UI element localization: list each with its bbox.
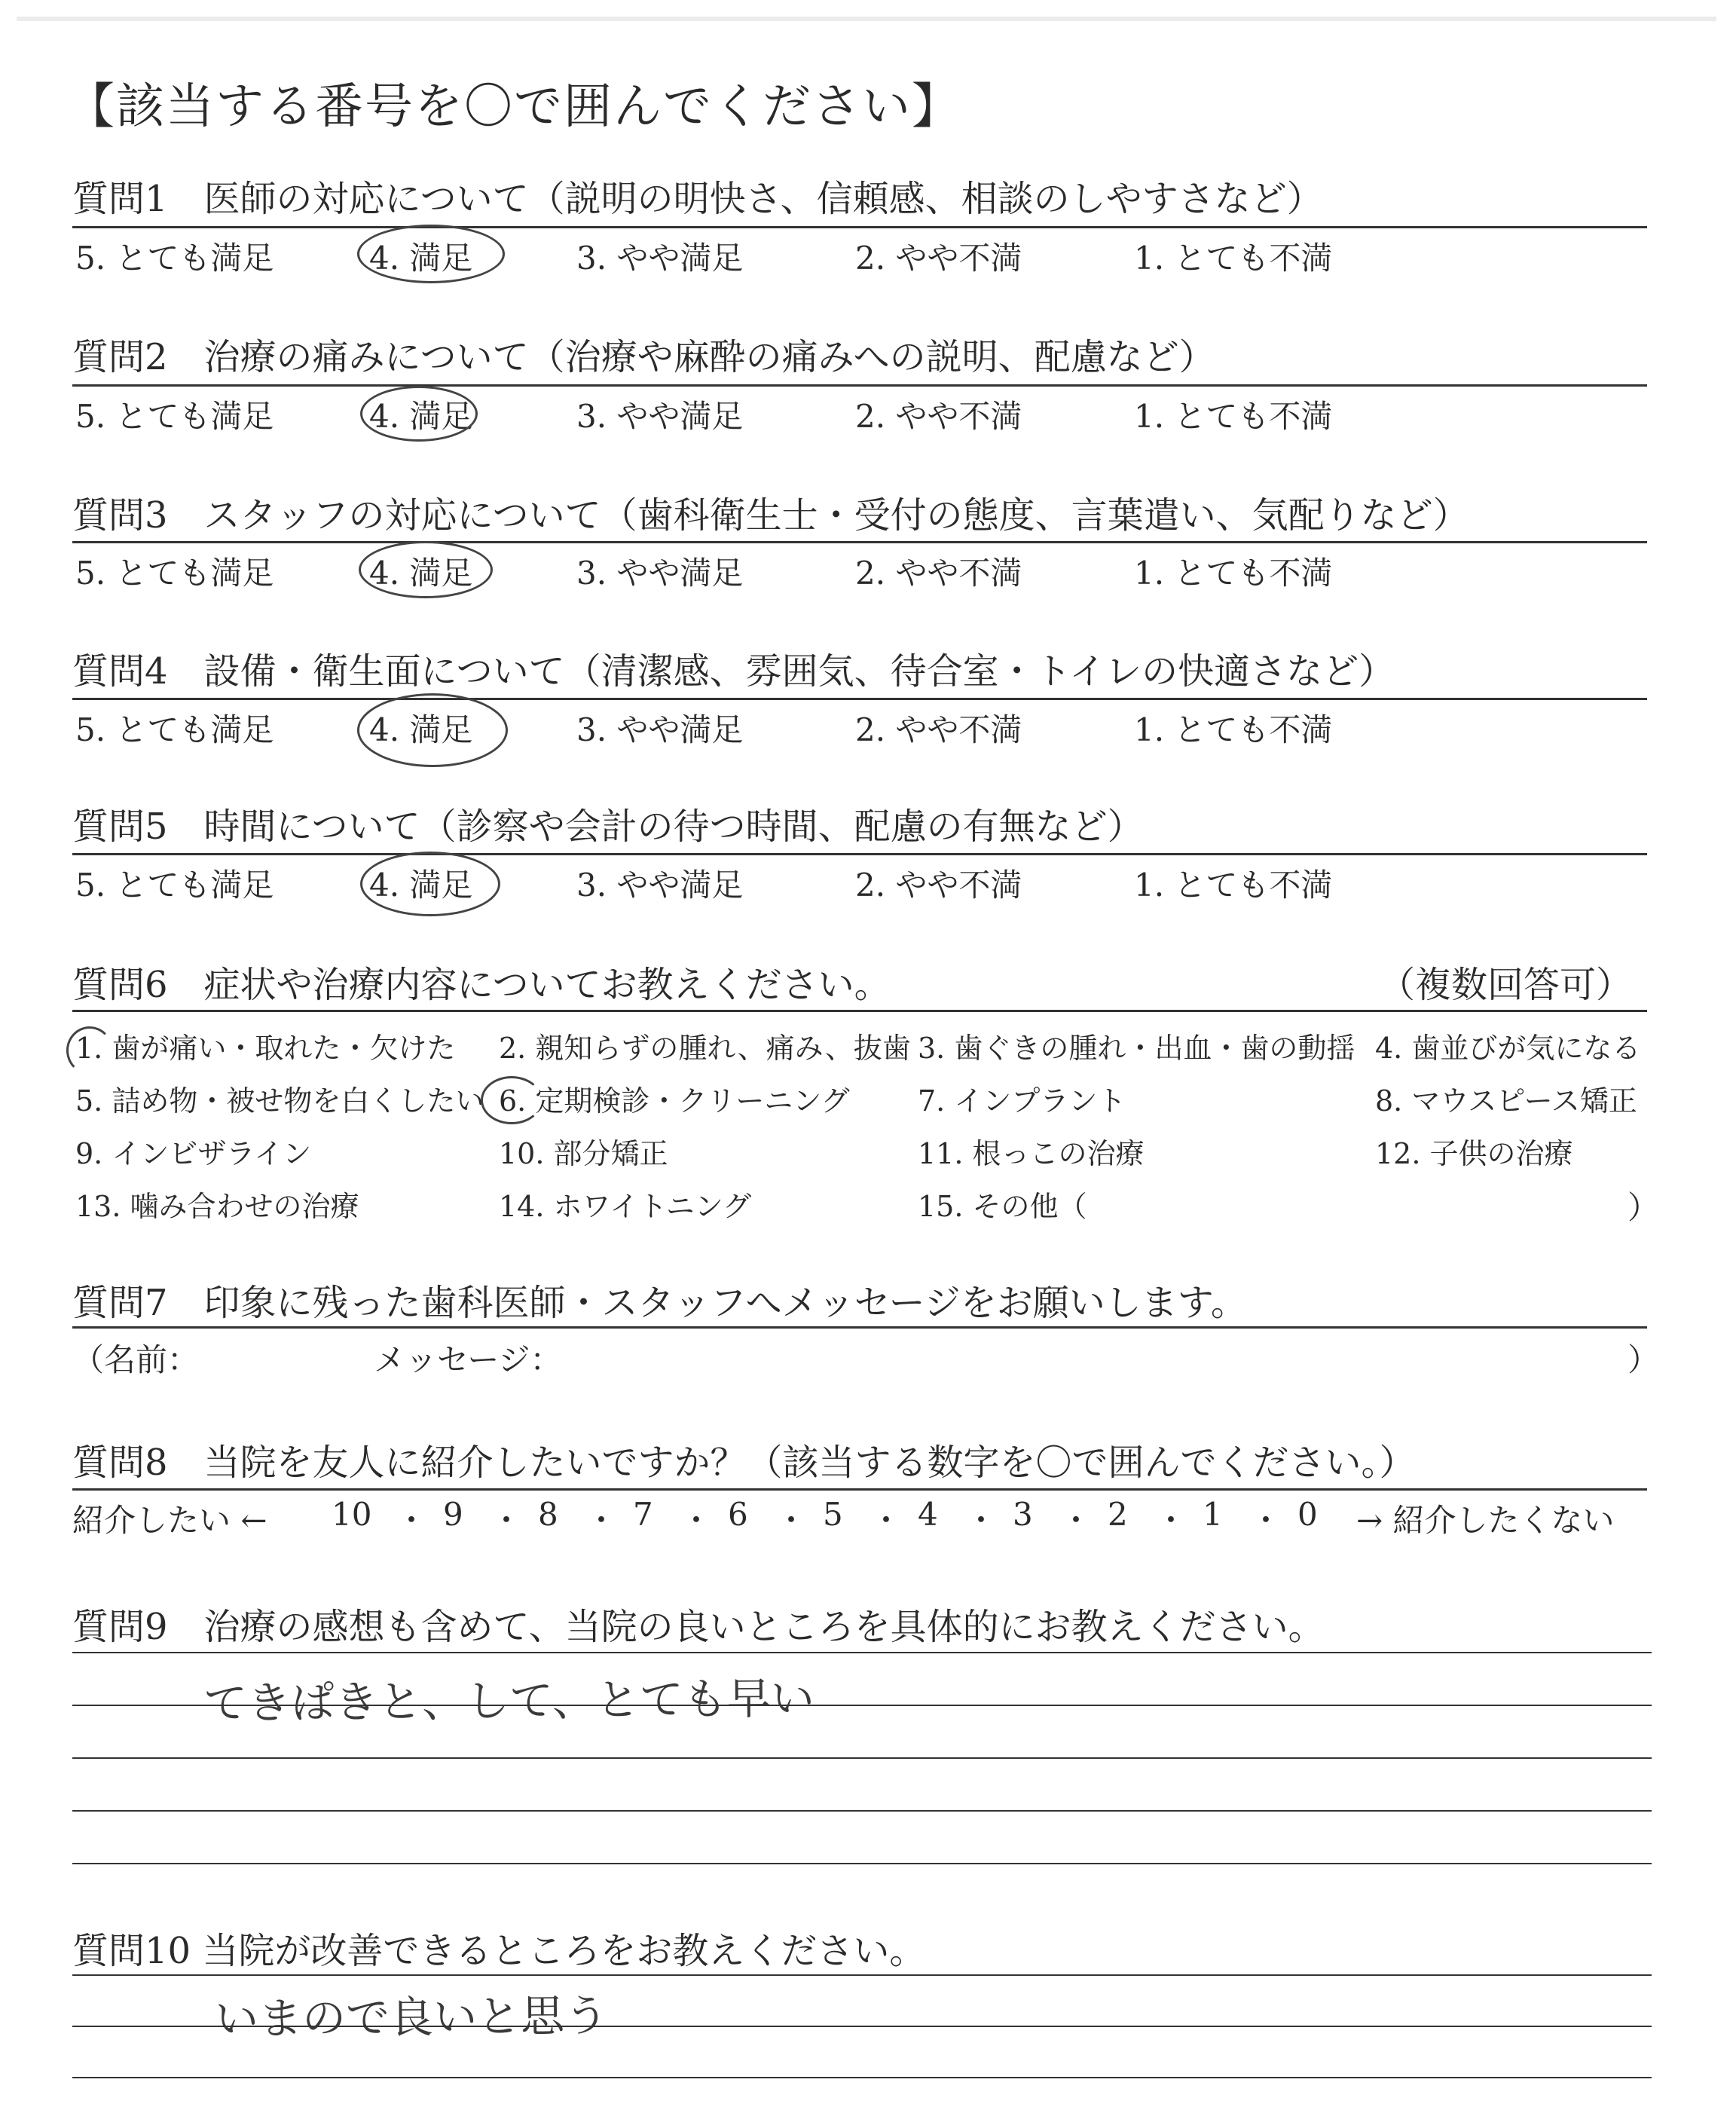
q6-option-8[interactable]: 8. マウスピース矯正 xyxy=(1375,1084,1637,1118)
q8-separator: ・ xyxy=(585,1502,618,1539)
q9-answer-line xyxy=(72,1810,1652,1812)
q2-option-2[interactable]: 2. やや不満 xyxy=(855,398,1022,435)
question-1-rule xyxy=(72,226,1647,228)
q1-option-5[interactable]: 5. とても満足 xyxy=(75,240,274,277)
question-4-rule xyxy=(72,698,1647,700)
q6-option-2[interactable]: 2. 親知らずの腫れ、痛み、抜歯 xyxy=(499,1032,911,1065)
q10-handwritten-answer[interactable]: いまので良いと思う xyxy=(214,1989,609,2045)
q8-separator: ・ xyxy=(1155,1502,1187,1539)
q3-option-4[interactable]: 4. 満足 xyxy=(369,555,473,592)
q2-option-4[interactable]: 4. 満足 xyxy=(369,398,473,435)
q8-separator: ・ xyxy=(680,1502,713,1539)
q6-option-1-selected-circle xyxy=(66,1026,113,1075)
q8-score-0[interactable]: 0 xyxy=(1297,1496,1318,1533)
q8-separator: ・ xyxy=(1250,1502,1282,1539)
q6-option-15[interactable]: 15. その他（ xyxy=(918,1190,1087,1223)
q8-score-4[interactable]: 4 xyxy=(918,1496,938,1533)
q4-option-1[interactable]: 1. とても不満 xyxy=(1134,711,1333,748)
question-2-heading: 質問2 治療の痛みについて（治療や麻酔の痛みへの説明、配慮など） xyxy=(72,336,1215,378)
q8-separator: ・ xyxy=(491,1502,523,1539)
q6-option-14[interactable]: 14. ホワイトニング xyxy=(499,1190,752,1223)
q6-option-3[interactable]: 3. 歯ぐきの腫れ・出血・歯の動揺 xyxy=(918,1032,1355,1065)
q5-selected-circle xyxy=(360,852,500,916)
page-title: 【該当する番号を〇で囲んでください】 xyxy=(66,79,961,135)
q4-option-4[interactable]: 4. 満足 xyxy=(369,711,473,748)
q8-score-7[interactable]: 7 xyxy=(633,1496,653,1533)
question-4-heading: 質問4 設備・衛生面について（清潔感、雰囲気、待合室・トイレの快適さなど） xyxy=(72,650,1395,693)
question-3-rule xyxy=(72,541,1647,543)
question-5-heading: 質問5 時間について（診察や会計の待つ時間、配慮の有無など） xyxy=(72,806,1144,848)
q9-answer-line xyxy=(72,1705,1652,1706)
question-3-heading: 質問3 スタッフの対応について（歯科衛生士・受付の態度、言葉遣い、気配りなど） xyxy=(72,494,1469,537)
question-9-heading: 質問9 治療の感想も含めて、当院の良いところを具体的にお教えください。 xyxy=(72,1606,1325,1648)
q7-name-label: （名前： xyxy=(72,1341,200,1378)
q8-score-5[interactable]: 5 xyxy=(823,1496,843,1533)
question-6-rule xyxy=(72,1010,1647,1012)
q2-option-3[interactable]: 3. やや満足 xyxy=(576,398,744,435)
q5-option-2[interactable]: 2. やや不満 xyxy=(855,867,1022,904)
q1-option-3[interactable]: 3. やや満足 xyxy=(576,240,744,277)
q8-score-2[interactable]: 2 xyxy=(1108,1496,1128,1533)
q1-option-1[interactable]: 1. とても不満 xyxy=(1134,240,1333,277)
q6-option-10[interactable]: 10. 部分矯正 xyxy=(499,1137,668,1170)
q6-option-13[interactable]: 13. 噛み合わせの治療 xyxy=(75,1190,359,1223)
q6-option-5[interactable]: 5. 詰め物・被せ物を白くしたい xyxy=(75,1084,484,1118)
q3-option-1[interactable]: 1. とても不満 xyxy=(1134,555,1333,592)
q8-right-label: → 紹介したくない xyxy=(1356,1502,1615,1539)
q5-option-1[interactable]: 1. とても不満 xyxy=(1134,867,1333,904)
q7-message-label: メッセージ： xyxy=(374,1341,562,1378)
q8-score-1[interactable]: 1 xyxy=(1203,1496,1223,1533)
q1-option-2[interactable]: 2. やや不満 xyxy=(855,240,1022,277)
q10-answer-line xyxy=(72,2077,1652,2078)
question-8-rule xyxy=(72,1488,1647,1491)
question-8-heading: 質問8 当院を友人に紹介したいですか？（該当する数字を〇で囲んでください。） xyxy=(72,1442,1416,1484)
q4-option-2[interactable]: 2. やや不満 xyxy=(855,711,1022,748)
q2-option-1[interactable]: 1. とても不満 xyxy=(1134,398,1333,435)
q6-other-close-paren: ） xyxy=(1628,1189,1660,1226)
question-7-heading: 質問7 印象に残った歯科医師・スタッフへメッセージをお願いします。 xyxy=(72,1282,1247,1324)
q1-option-4[interactable]: 4. 満足 xyxy=(369,240,473,277)
q6-option-9[interactable]: 9. インビザライン xyxy=(75,1137,312,1170)
q10-answer-line xyxy=(72,1974,1652,1976)
q8-separator: ・ xyxy=(965,1502,998,1539)
q10-answer-line xyxy=(72,2026,1652,2027)
q3-selected-circle xyxy=(359,541,493,598)
q9-answer-line xyxy=(72,1863,1652,1864)
q2-selected-circle xyxy=(360,386,478,442)
question-7-rule xyxy=(72,1326,1647,1329)
q7-close-paren: ） xyxy=(1628,1341,1660,1378)
question-2-rule xyxy=(72,384,1647,387)
q3-option-3[interactable]: 3. やや満足 xyxy=(576,555,744,592)
q8-score-6[interactable]: 6 xyxy=(728,1496,748,1533)
q8-score-3[interactable]: 3 xyxy=(1013,1496,1033,1533)
q6-option-11[interactable]: 11. 根っこの治療 xyxy=(918,1137,1145,1170)
q6-option-6[interactable]: 6. 定期検診・クリーニング xyxy=(499,1084,850,1118)
q6-option-4[interactable]: 4. 歯並びが気になる xyxy=(1375,1032,1641,1065)
q3-option-5[interactable]: 5. とても満足 xyxy=(75,555,274,592)
q6-option-7[interactable]: 7. インプラント xyxy=(918,1084,1126,1118)
page-top-border xyxy=(17,17,1716,21)
question-10-heading: 質問10 当院が改善できるところをお教えください。 xyxy=(72,1930,926,1972)
q8-separator: ・ xyxy=(870,1502,903,1539)
q9-handwritten-answer[interactable]: てきぱきと、して、とても早い xyxy=(203,1672,815,1729)
q6-option-12[interactable]: 12. 子供の治療 xyxy=(1375,1137,1573,1170)
q5-option-3[interactable]: 3. やや満足 xyxy=(576,867,744,904)
q8-left-label: 紹介したい ← xyxy=(72,1502,267,1539)
q4-option-5[interactable]: 5. とても満足 xyxy=(75,711,274,748)
question-6-heading: 質問6 症状や治療内容についてお教えください。 xyxy=(72,964,891,1006)
q8-separator: ・ xyxy=(775,1502,808,1539)
q8-score-10[interactable]: 10 xyxy=(332,1496,372,1533)
q8-separator: ・ xyxy=(396,1502,428,1539)
q2-option-5[interactable]: 5. とても満足 xyxy=(75,398,274,435)
q5-option-5[interactable]: 5. とても満足 xyxy=(75,867,274,904)
q6-option-6-selected-circle xyxy=(481,1076,542,1124)
q5-option-4[interactable]: 4. 満足 xyxy=(369,867,473,904)
q4-option-3[interactable]: 3. やや満足 xyxy=(576,711,744,748)
question-5-rule xyxy=(72,853,1647,855)
q6-option-1[interactable]: 1. 歯が痛い・取れた・欠けた xyxy=(75,1032,456,1065)
q3-option-2[interactable]: 2. やや不満 xyxy=(855,555,1022,592)
question-6-multiple-note: （複数回答可） xyxy=(1379,964,1633,1006)
q9-answer-line xyxy=(72,1757,1652,1759)
q8-score-9[interactable]: 9 xyxy=(443,1496,463,1533)
q8-score-8[interactable]: 8 xyxy=(538,1496,558,1533)
q9-answer-line xyxy=(72,1652,1652,1653)
q4-selected-circle xyxy=(357,693,508,767)
q8-separator: ・ xyxy=(1060,1502,1093,1539)
question-1-heading: 質問1 医師の対応について（説明の明快さ、信頼感、相談のしやすさなど） xyxy=(72,178,1323,220)
q1-selected-circle xyxy=(357,225,505,283)
